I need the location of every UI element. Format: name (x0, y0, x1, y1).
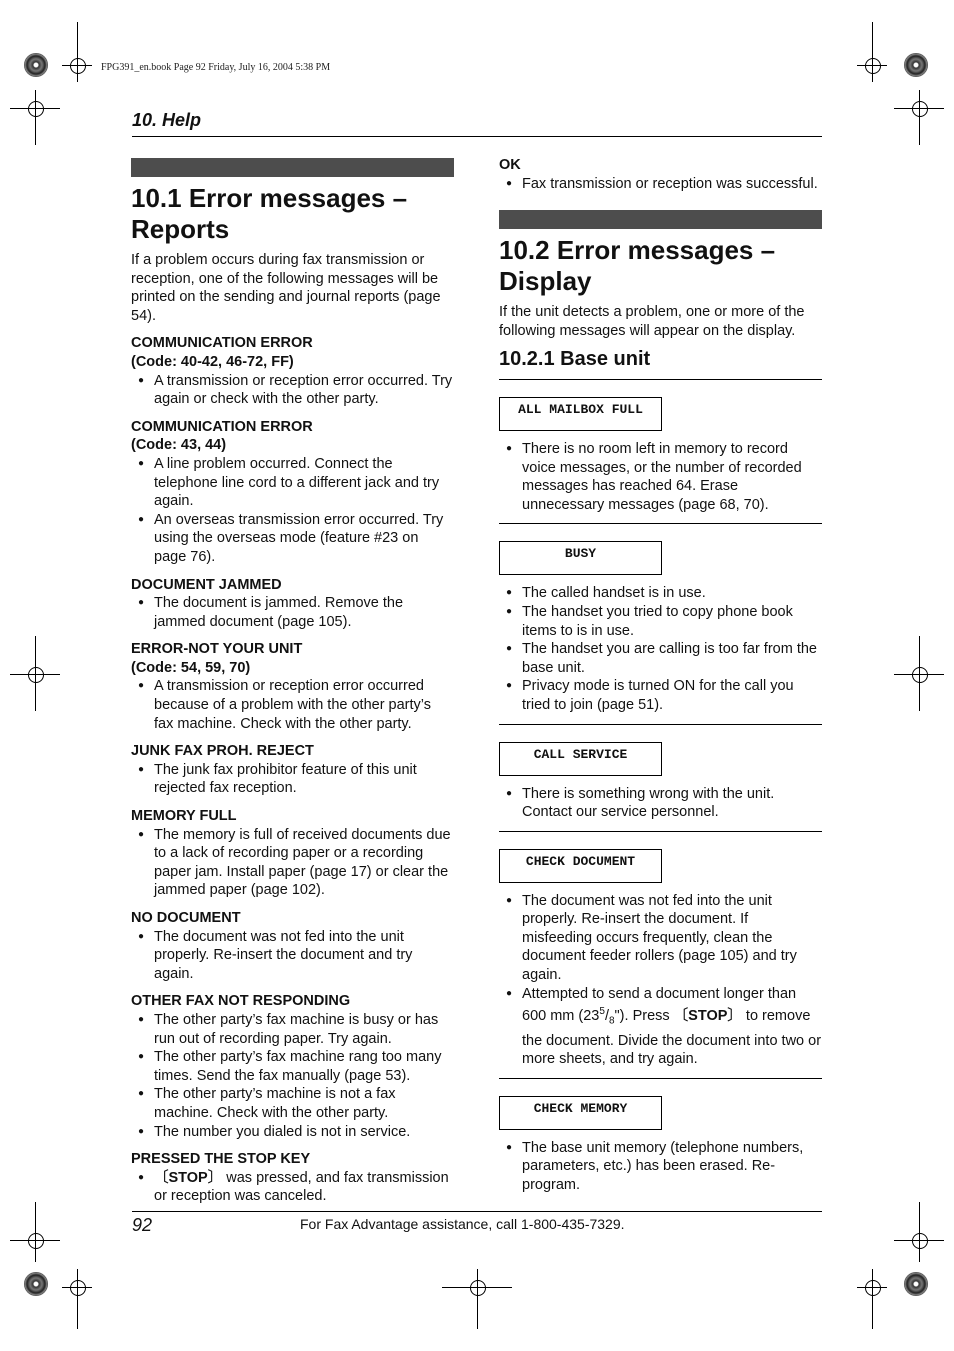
list-item (131, 1169, 454, 1206)
list-item: ● The document was not fed into the unit properly. Re-insert the document. If misfeeding occurs frequently, clean the document feeder rollers (page 105) and try again. (499, 892, 822, 985)
list-item: ● The handset you tried to copy phone book items to is in use. (499, 603, 822, 640)
error-title: COMMUNICATION ERROR (131, 418, 313, 435)
registration-disc-icon (904, 53, 928, 77)
text-fragment: to remove the document. Divide the document into two or more sheets, and try again. (522, 1008, 822, 1068)
error-title: PRESSED THE STOP KEY (131, 1151, 311, 1168)
error-code: (Code: 40-42, 46-72, FF) (131, 353, 294, 370)
separator (499, 523, 822, 524)
separator (499, 724, 822, 725)
list-item: ● A transmission or reception error occurred because of a problem with the other party’s fax machine. Check with the other party. (131, 677, 454, 733)
display-message: ALL MAILBOX FULL (499, 397, 662, 431)
list-item: ● The document was not fed into the unit properly. Re-insert the document and try again. (131, 928, 454, 984)
display-message: CHECK MEMORY (499, 1096, 662, 1130)
stop-key: 〔STOP〕 (154, 1169, 223, 1186)
section-intro: If the unit detects a problem, one or more of the following messages will appear on the display. (499, 304, 805, 339)
list-item: ● A line problem occurred. Connect the telephone line cord to a different jack and try again. (131, 455, 454, 511)
list-item (499, 985, 822, 1069)
footer-text: For Fax Advantage assistance, call 1-800-435-7329. (300, 1216, 625, 1232)
list-item: ● The document is jammed. Remove the jammed document (page 105). (131, 594, 454, 631)
list-item: ● Fax transmission or reception was successful. (499, 175, 822, 194)
stop-key: 〔STOP〕 (673, 1008, 742, 1025)
list-item: ● The other party’s fax machine is busy or has run out of recording paper. Try again. (131, 1011, 454, 1048)
list-item: ● The other party’s fax machine rang too many times. Send the fax manually (page 53). (131, 1048, 454, 1085)
page-number: 92 (132, 1215, 153, 1235)
registration-disc-icon (24, 53, 48, 77)
error-title: NO DOCUMENT (131, 910, 241, 926)
section-title: 10.2 Error messages – Display (499, 235, 776, 297)
list-item-text: was pressed, and fax transmission or reception was canceled. (154, 1169, 449, 1205)
separator (499, 831, 822, 832)
list-item: ● The number you dialed is not in service. (131, 1123, 454, 1142)
header-rule (132, 136, 822, 137)
text-fragment: "). Press (614, 1008, 674, 1025)
list-item: ● The junk fax prohibitor feature of this unit rejected fax reception. (131, 761, 454, 798)
list-item: ● An overseas transmission error occurred. Try using the overseas mode (feature #23 on page 76). (131, 511, 454, 567)
section-title: 10.1 Error messages – Reports (131, 183, 408, 244)
list-item: ● There is something wrong with the unit. Contact our service personnel. (499, 785, 822, 822)
error-title: ERROR-NOT YOUR UNIT (131, 641, 303, 658)
text-fragment: Attempted to send a document longer than 600 mm (23 (522, 985, 797, 1025)
list-item: ● There is no room left in memory to record voice messages, or the number of recorded messages has reached 64. Erase unnecessary messages (page 68, 70). (499, 440, 822, 514)
registration-disc-icon (904, 1272, 928, 1296)
section-intro: If a problem occurs during fax transmission or reception, one of the following messages will be printed on the sending and journal reports (page 54). (131, 252, 441, 324)
fraction-numerator: 5 (599, 1006, 605, 1018)
error-title: JUNK FAX PROH. REJECT (131, 743, 314, 760)
error-title: COMMUNICATION ERROR (131, 335, 313, 352)
fraction-slash: / (604, 1008, 609, 1025)
fraction-denominator: 8 (608, 1015, 615, 1027)
subsection-title: 10.2.1 Base unit (499, 348, 651, 371)
list-item: ● The base unit memory (telephone numbers, parameters, etc.) has been erased. Re-program. (499, 1139, 822, 1195)
separator (499, 1078, 822, 1079)
list-item: ● The handset you are calling is too far from the base unit. (499, 640, 822, 677)
right-column (499, 156, 822, 1195)
error-title: OK (499, 157, 521, 173)
print-slug: FPG391_en.book Page 92 Friday, July 16, 2004 5:38 PM (101, 62, 331, 73)
registration-disc-icon (24, 1272, 48, 1296)
error-code: (Code: 43, 44) (131, 437, 227, 454)
section-bar (131, 158, 454, 177)
list-item: ● The called handset is in use. (499, 584, 822, 603)
list-item: ● A transmission or reception error occurred. Try again or check with the other party. (131, 372, 454, 409)
left-column (131, 158, 454, 1206)
display-message: BUSY (499, 541, 662, 575)
display-message: CHECK DOCUMENT (499, 849, 662, 883)
running-header: 10. Help (132, 110, 202, 130)
list-item: ● The memory is full of received documents due to a lack of recording paper or a recording paper jam. Install paper (page 17) or clear the jammed paper (page 102). (131, 826, 454, 900)
error-title: MEMORY FULL (131, 808, 237, 825)
error-code: (Code: 54, 59, 70) (131, 659, 251, 676)
error-title: DOCUMENT JAMMED (131, 576, 282, 593)
separator (499, 379, 822, 380)
list-item: ● Privacy mode is turned ON for the call you tried to join (page 51). (499, 677, 822, 714)
footer-rule (132, 1211, 822, 1212)
list-item: ● The other party’s machine is not a fax machine. Check with the other party. (131, 1085, 454, 1122)
display-message: CALL SERVICE (499, 742, 662, 776)
error-title: OTHER FAX NOT RESPONDING (131, 993, 351, 1010)
section-bar (499, 210, 822, 229)
